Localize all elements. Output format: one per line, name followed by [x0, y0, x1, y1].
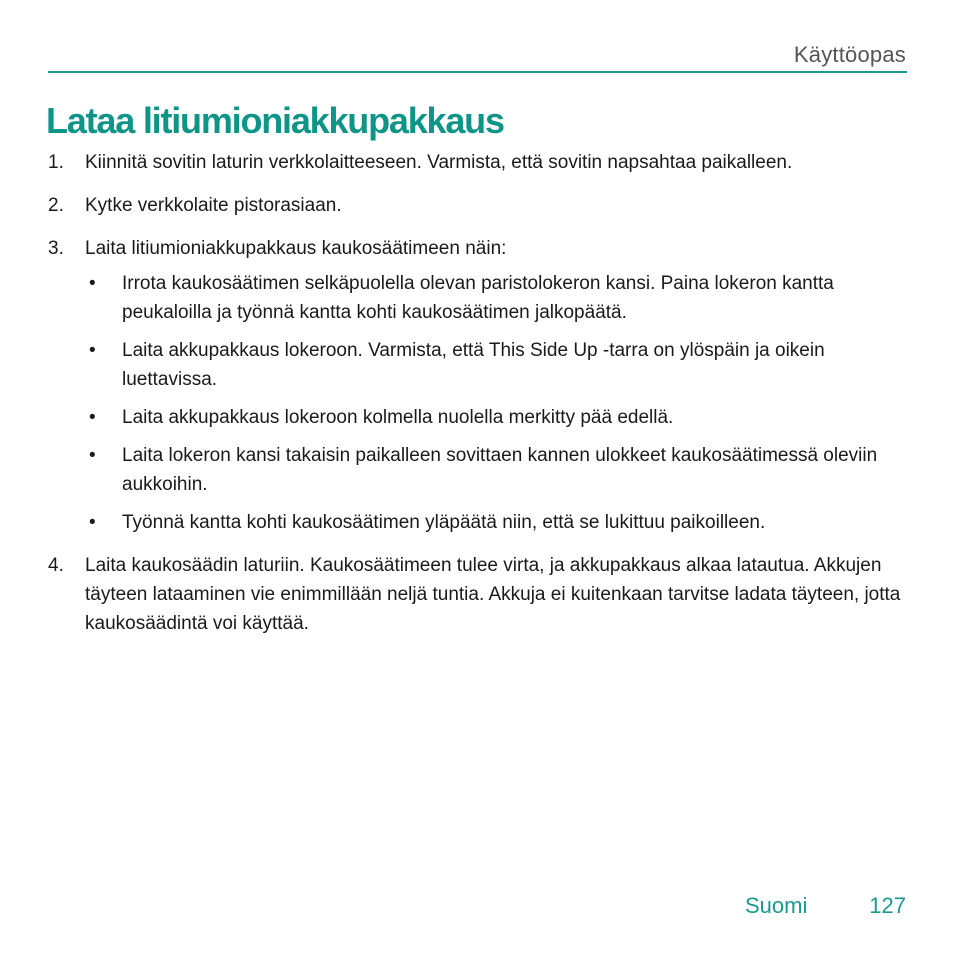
- section-label: Käyttöopas: [793, 42, 906, 67]
- substep-text: Laita akkupakkaus lokeroon. Varmista, että This Side Up -tarra on ylöspäin ja oikein luettavissa.: [122, 340, 825, 390]
- footer-language: Suomi: [745, 893, 808, 918]
- step-text: Laita litiumioniakkupakkaus kaukosäätimeen näin:: [85, 238, 507, 259]
- substep-5: [85, 508, 910, 537]
- header-divider: [48, 71, 907, 73]
- bullet-icon: •: [89, 445, 96, 466]
- substep-text: Työnnä kantta kohti kaukosäätimen yläpäätä niin, että se lukittuu paikoilleen.: [122, 512, 766, 533]
- step-3: [48, 234, 910, 537]
- substep-text: Irrota kaukosäätimen selkäpuolella olevan paristolokeron kansi. Paina lokeron kantta peukaloilla ja työnnä kantta kohti kaukosäätimen jalkopäätä.: [122, 273, 834, 323]
- step-number: 1.: [48, 152, 64, 173]
- step-number: 3.: [48, 238, 64, 259]
- step-1: [48, 148, 910, 177]
- substep-text: Laita akkupakkaus lokeroon kolmella nuolella merkitty pää edellä.: [122, 407, 674, 428]
- step-number: 2.: [48, 195, 64, 216]
- step-list: [48, 148, 910, 638]
- page-number: 127: [869, 893, 906, 918]
- step-text: Kiinnitä sovitin laturin verkkolaitteeseen. Varmista, että sovitin napsahtaa paikalleen.: [85, 152, 793, 173]
- step-4: [48, 551, 910, 638]
- substep-4: [85, 441, 910, 499]
- instructions: [48, 148, 910, 652]
- substep-list: [85, 269, 910, 537]
- bullet-icon: •: [89, 340, 96, 361]
- substep-2: [85, 336, 910, 394]
- step-text: Kytke verkkolaite pistorasiaan.: [85, 195, 342, 216]
- step-text: Laita kaukosäädin laturiin. Kaukosäätimeen tulee virta, ja akkupakkaus alkaa latautua. Akkujen täyteen lataaminen vie enimmillään neljä tuntia. Akkuja ei kuitenkaan tarvitse ladata täyteen, jotta kaukosäädintä voi käyttää.: [85, 555, 901, 634]
- substep-text: Laita lokeron kansi takaisin paikalleen sovittaen kannen ulokkeet kaukosäätimessä oleviin aukkoihin.: [122, 445, 878, 495]
- step-2: [48, 191, 910, 220]
- substep-3: [85, 403, 910, 432]
- page-title: Lataa litiumioniakkupakkaus: [46, 100, 504, 141]
- bullet-icon: •: [89, 407, 96, 428]
- substep-1: [85, 269, 910, 327]
- bullet-icon: •: [89, 512, 96, 533]
- step-number: 4.: [48, 555, 64, 576]
- bullet-icon: •: [89, 273, 96, 294]
